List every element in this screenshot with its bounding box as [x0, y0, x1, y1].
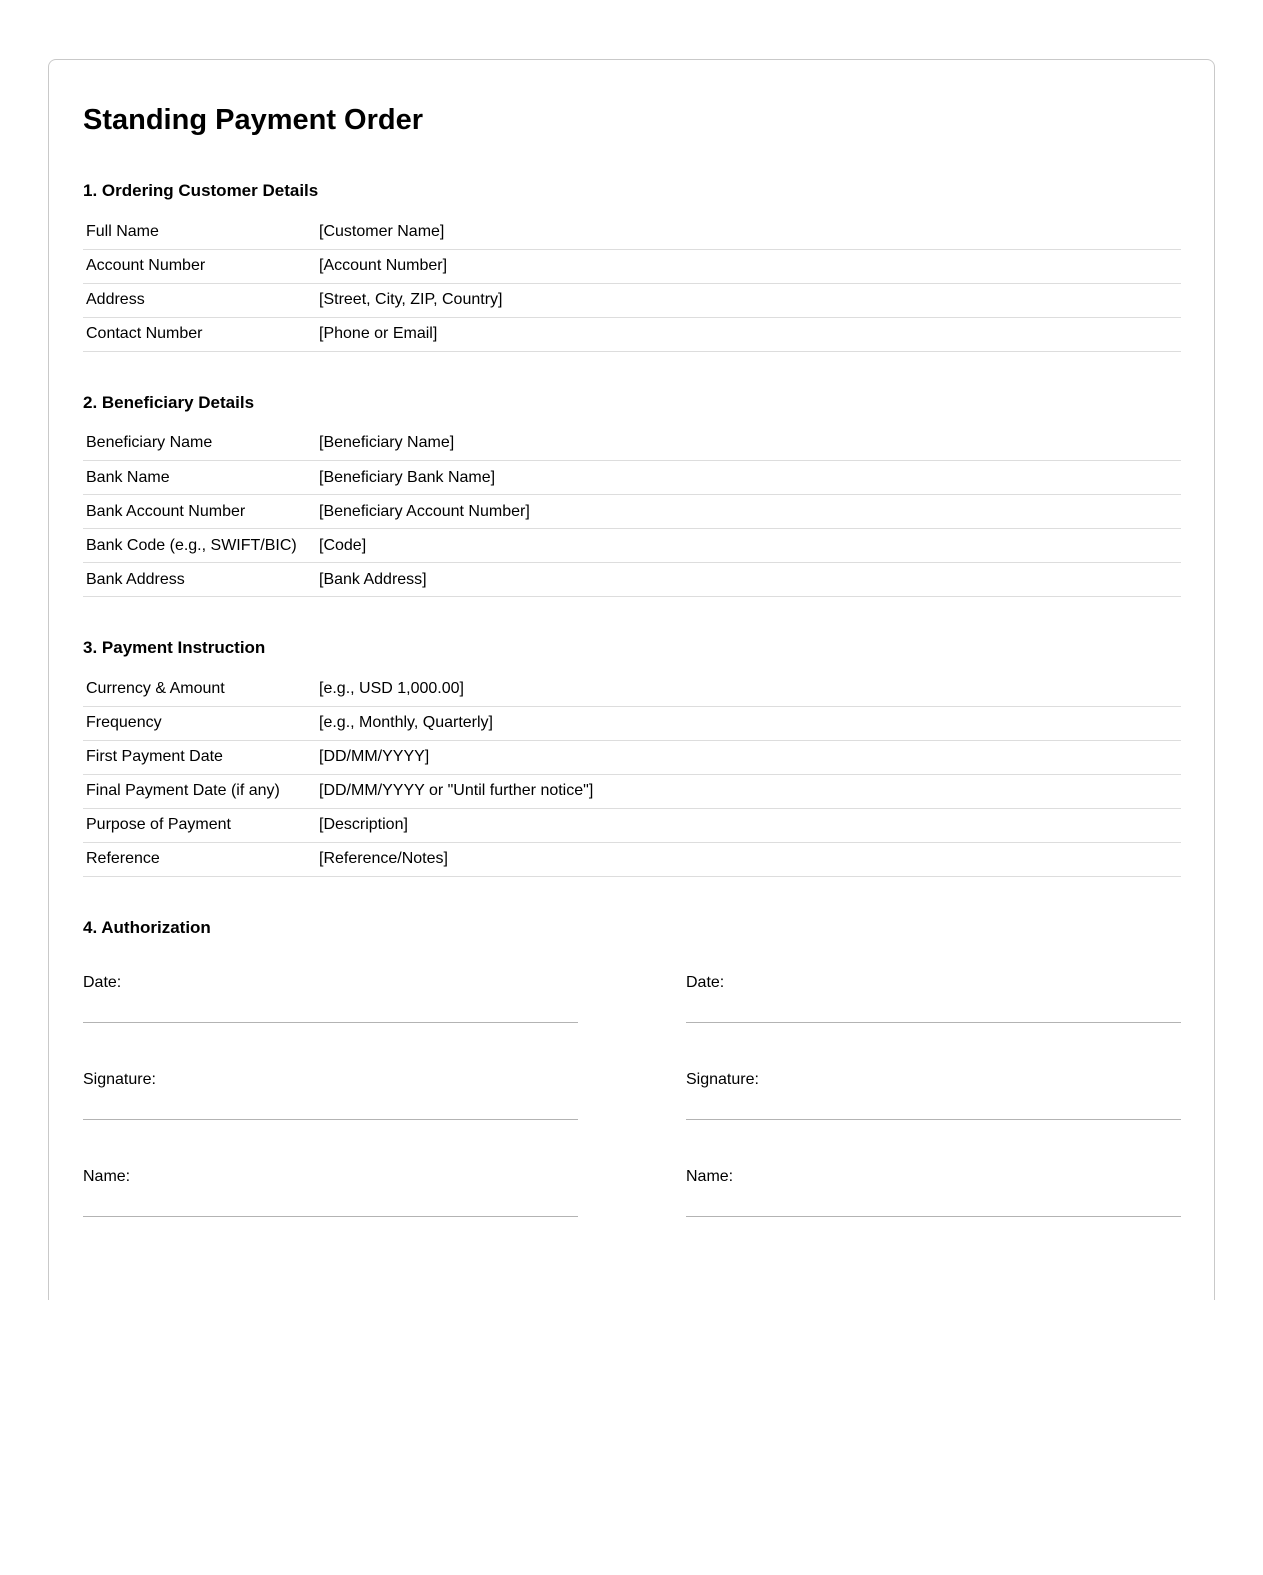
field-label: Reference — [83, 842, 319, 876]
section-heading-beneficiary-details: 2. Beneficiary Details — [83, 392, 255, 412]
field-label: Frequency — [83, 706, 319, 740]
field-label: Bank Account Number — [83, 495, 319, 529]
field-label: Account Number — [83, 249, 319, 283]
authorization-grid — [83, 973, 1181, 1264]
field-label: Bank Name — [83, 461, 319, 495]
signature-label: Signature: — [83, 1070, 156, 1088]
field-value: [Account Number] — [319, 249, 1181, 283]
field-value: [Description] — [319, 808, 1181, 842]
name-field-right — [686, 1167, 1181, 1217]
date-field-right — [686, 973, 1181, 1023]
field-label: Bank Address — [83, 563, 319, 597]
field-value: [Customer Name] — [319, 215, 1181, 249]
field-label: Contact Number — [83, 317, 319, 351]
signature-field-right — [686, 1070, 1181, 1120]
section-heading-ordering-customer-details: 1. Ordering Customer Details — [83, 181, 319, 200]
ordering-customer-table — [83, 215, 1181, 352]
date-label: Date: — [83, 973, 122, 991]
table-row — [83, 842, 1181, 876]
field-label: Beneficiary Name — [83, 427, 319, 461]
table-row — [83, 563, 1181, 597]
payment-instruction-table — [83, 672, 1181, 877]
table-row — [83, 740, 1181, 774]
field-value: [Beneficiary Account Number] — [319, 495, 1181, 529]
section-heading-authorization: 4. Authorization — [83, 917, 211, 937]
table-row — [83, 706, 1181, 740]
date-signature-line — [83, 1022, 578, 1023]
field-value: [Beneficiary Bank Name] — [319, 461, 1181, 495]
authorization-column-right — [686, 973, 1181, 1264]
field-value: [DD/MM/YYYY] — [319, 740, 1181, 774]
field-label: Purpose of Payment — [83, 808, 319, 842]
beneficiary-table — [83, 427, 1181, 598]
document-card — [48, 59, 1215, 1300]
table-row — [83, 249, 1181, 283]
field-label: Bank Code (e.g., SWIFT/BIC) — [83, 529, 319, 563]
field-value: [Phone or Email] — [319, 317, 1181, 351]
signature-line — [83, 1119, 578, 1120]
signature-line — [686, 1119, 1181, 1120]
field-label: Full Name — [83, 215, 319, 249]
date-field-left — [83, 973, 578, 1023]
name-signature-line — [83, 1216, 578, 1217]
name-field-left — [83, 1167, 578, 1217]
field-value: [Code] — [319, 529, 1181, 563]
field-value: [e.g., Monthly, Quarterly] — [319, 706, 1181, 740]
field-label: Final Payment Date (if any) — [83, 774, 319, 808]
name-label: Name: — [686, 1167, 734, 1185]
authorization-column-left — [83, 973, 578, 1264]
field-label: First Payment Date — [83, 740, 319, 774]
section-heading-payment-instruction: 3. Payment Instruction — [83, 638, 266, 657]
field-value: [Beneficiary Name] — [319, 427, 1181, 461]
table-row — [83, 774, 1181, 808]
table-row — [83, 529, 1181, 563]
field-value: [Reference/Notes] — [319, 842, 1181, 876]
field-label: Currency & Amount — [83, 672, 319, 706]
page-title: Standing Payment Order — [83, 104, 424, 136]
table-row — [83, 808, 1181, 842]
table-row — [83, 215, 1181, 249]
name-signature-line — [686, 1216, 1181, 1217]
date-label: Date: — [686, 973, 725, 991]
table-row — [83, 283, 1181, 317]
signature-label: Signature: — [686, 1070, 759, 1088]
field-label: Address — [83, 283, 319, 317]
table-row — [83, 495, 1181, 529]
field-value: [DD/MM/YYYY or "Until further notice"] — [319, 774, 1181, 808]
field-value: [Bank Address] — [319, 563, 1181, 597]
signature-field-left — [83, 1070, 578, 1120]
field-value: [e.g., USD 1,000.00] — [319, 672, 1181, 706]
table-row — [83, 427, 1181, 461]
name-label: Name: — [83, 1167, 131, 1185]
table-row — [83, 672, 1181, 706]
table-row — [83, 461, 1181, 495]
date-signature-line — [686, 1022, 1181, 1023]
field-value: [Street, City, ZIP, Country] — [319, 283, 1181, 317]
table-row — [83, 317, 1181, 351]
